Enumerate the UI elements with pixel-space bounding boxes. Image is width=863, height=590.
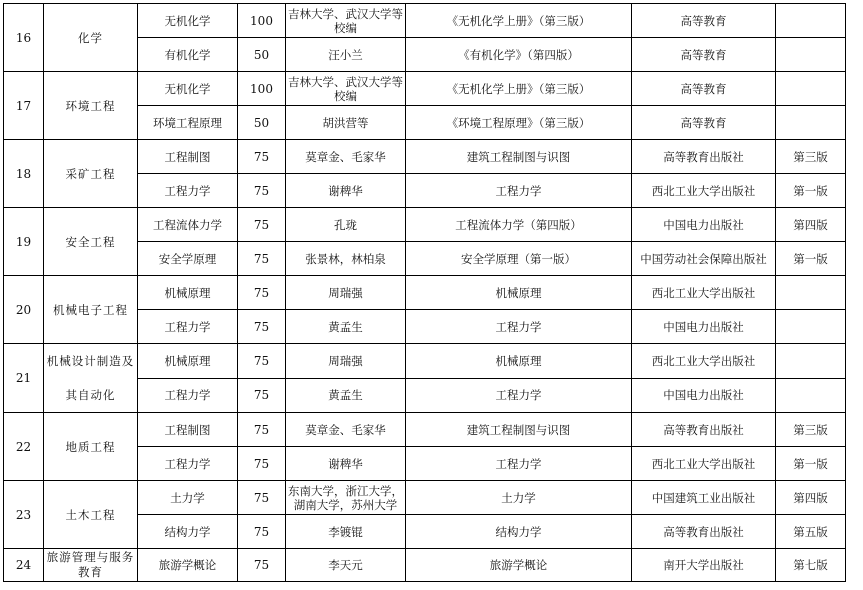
edition-cell: 第三版 [776, 413, 846, 447]
publisher-cell: 高等教育出版社 [632, 515, 776, 549]
book-cell: 《有机化学》（第四版） [406, 38, 632, 72]
course-cell: 旅游学概论 [138, 549, 238, 582]
score-cell: 75 [238, 276, 286, 310]
table-row [4, 413, 846, 447]
major-cell: 环境工程 [44, 72, 138, 140]
author-cell: 吉林大学、武汉大学等校编 [286, 4, 406, 38]
course-cell: 工程力学 [138, 447, 238, 481]
row-number-cell: 18 [4, 140, 44, 208]
course-cell: 工程流体力学 [138, 208, 238, 242]
table-row [4, 208, 846, 242]
score-cell: 75 [238, 174, 286, 208]
course-cell: 机械原理 [138, 276, 238, 310]
course-cell: 无机化学 [138, 72, 238, 106]
score-cell: 75 [238, 515, 286, 549]
score-cell: 75 [238, 208, 286, 242]
book-cell: 《环境工程原理》（第三版） [406, 106, 632, 140]
course-cell: 工程力学 [138, 174, 238, 208]
score-cell: 75 [238, 310, 286, 344]
author-cell: 黄孟生 [286, 310, 406, 344]
edition-cell: 第三版 [776, 140, 846, 174]
table-row [4, 140, 846, 174]
score-cell: 75 [238, 242, 286, 276]
edition-cell [776, 276, 846, 310]
publisher-cell: 高等教育 [632, 72, 776, 106]
publisher-cell: 南开大学出版社 [632, 549, 776, 582]
row-number-cell: 24 [4, 549, 44, 582]
table-row [4, 4, 846, 38]
publisher-cell: 中国电力出版社 [632, 208, 776, 242]
row-number-cell: 20 [4, 276, 44, 344]
publisher-cell: 高等教育 [632, 38, 776, 72]
major-cell: 旅游管理与服务教育 [44, 549, 138, 582]
book-cell: 安全学原理（第一版） [406, 242, 632, 276]
author-cell: 汪小兰 [286, 38, 406, 72]
row-number-cell: 23 [4, 481, 44, 549]
row-number-cell: 22 [4, 413, 44, 481]
book-cell: 《无机化学上册》（第三版） [406, 4, 632, 38]
edition-cell [776, 72, 846, 106]
course-cell: 无机化学 [138, 4, 238, 38]
major-cell: 机械设计制造及其自动化 [44, 344, 138, 413]
publisher-cell: 西北工业大学出版社 [632, 344, 776, 379]
publisher-cell: 西北工业大学出版社 [632, 447, 776, 481]
row-number-cell: 16 [4, 4, 44, 72]
book-cell: 结构力学 [406, 515, 632, 549]
course-cell: 工程力学 [138, 310, 238, 344]
author-cell: 李镀锟 [286, 515, 406, 549]
author-cell: 东南大学，浙江大学，湖南大学，苏州大学 [286, 481, 406, 515]
book-cell: 机械原理 [406, 344, 632, 379]
author-cell: 谢稗华 [286, 447, 406, 481]
edition-cell: 第一版 [776, 242, 846, 276]
major-cell: 安全工程 [44, 208, 138, 276]
book-cell: 土力学 [406, 481, 632, 515]
score-cell: 75 [238, 344, 286, 379]
table-row [4, 72, 846, 106]
course-cell: 土力学 [138, 481, 238, 515]
author-cell: 吉林大学、武汉大学等校编 [286, 72, 406, 106]
course-cell: 工程制图 [138, 140, 238, 174]
score-cell: 75 [238, 378, 286, 413]
author-cell: 莫章金、毛家华 [286, 413, 406, 447]
edition-cell [776, 38, 846, 72]
book-cell: 工程力学 [406, 174, 632, 208]
author-cell: 黄孟生 [286, 378, 406, 413]
score-cell: 100 [238, 4, 286, 38]
score-cell: 75 [238, 413, 286, 447]
edition-cell [776, 310, 846, 344]
course-cell: 工程制图 [138, 413, 238, 447]
publisher-cell: 中国劳动社会保障出版社 [632, 242, 776, 276]
major-cell: 采矿工程 [44, 140, 138, 208]
author-cell: 胡洪营等 [286, 106, 406, 140]
author-cell: 李天元 [286, 549, 406, 582]
major-cell: 机械电子工程 [44, 276, 138, 344]
score-cell: 75 [238, 140, 286, 174]
row-number-cell: 19 [4, 208, 44, 276]
table-row [4, 344, 846, 379]
publisher-cell: 中国建筑工业出版社 [632, 481, 776, 515]
score-cell: 50 [238, 106, 286, 140]
book-cell: 工程流体力学（第四版） [406, 208, 632, 242]
author-cell: 莫章金、毛家华 [286, 140, 406, 174]
course-cell: 有机化学 [138, 38, 238, 72]
publisher-cell: 中国电力出版社 [632, 378, 776, 413]
publisher-cell: 高等教育出版社 [632, 140, 776, 174]
publisher-cell: 高等教育 [632, 106, 776, 140]
table-row [4, 276, 846, 310]
book-cell: 旅游学概论 [406, 549, 632, 582]
author-cell: 周瑞强 [286, 344, 406, 379]
edition-cell: 第七版 [776, 549, 846, 582]
table-row [4, 481, 846, 515]
course-cell: 结构力学 [138, 515, 238, 549]
edition-cell: 第五版 [776, 515, 846, 549]
edition-cell [776, 4, 846, 38]
book-cell: 工程力学 [406, 310, 632, 344]
author-cell: 谢稗华 [286, 174, 406, 208]
publisher-cell: 西北工业大学出版社 [632, 276, 776, 310]
book-cell: 工程力学 [406, 378, 632, 413]
publisher-cell: 高等教育出版社 [632, 413, 776, 447]
course-cell: 工程力学 [138, 378, 238, 413]
row-number-cell: 21 [4, 344, 44, 413]
edition-cell: 第一版 [776, 447, 846, 481]
score-cell: 75 [238, 447, 286, 481]
score-cell: 100 [238, 72, 286, 106]
publisher-cell: 高等教育 [632, 4, 776, 38]
textbook-table [3, 3, 846, 582]
major-cell: 土木工程 [44, 481, 138, 549]
book-cell: 机械原理 [406, 276, 632, 310]
edition-cell [776, 378, 846, 413]
edition-cell [776, 344, 846, 379]
edition-cell [776, 106, 846, 140]
author-cell: 孔珑 [286, 208, 406, 242]
book-cell: 《无机化学上册》（第三版） [406, 72, 632, 106]
edition-cell: 第四版 [776, 208, 846, 242]
course-cell: 环境工程原理 [138, 106, 238, 140]
author-cell: 张景林，林柏泉 [286, 242, 406, 276]
book-cell: 建筑工程制图与识图 [406, 140, 632, 174]
table-row [4, 549, 846, 582]
major-cell: 化学 [44, 4, 138, 72]
course-cell: 安全学原理 [138, 242, 238, 276]
course-cell: 机械原理 [138, 344, 238, 379]
major-cell: 地质工程 [44, 413, 138, 481]
book-cell: 建筑工程制图与识图 [406, 413, 632, 447]
score-cell: 50 [238, 38, 286, 72]
row-number-cell: 17 [4, 72, 44, 140]
edition-cell: 第一版 [776, 174, 846, 208]
edition-cell: 第四版 [776, 481, 846, 515]
book-cell: 工程力学 [406, 447, 632, 481]
score-cell: 75 [238, 549, 286, 582]
author-cell: 周瑞强 [286, 276, 406, 310]
publisher-cell: 西北工业大学出版社 [632, 174, 776, 208]
score-cell: 75 [238, 481, 286, 515]
publisher-cell: 中国电力出版社 [632, 310, 776, 344]
